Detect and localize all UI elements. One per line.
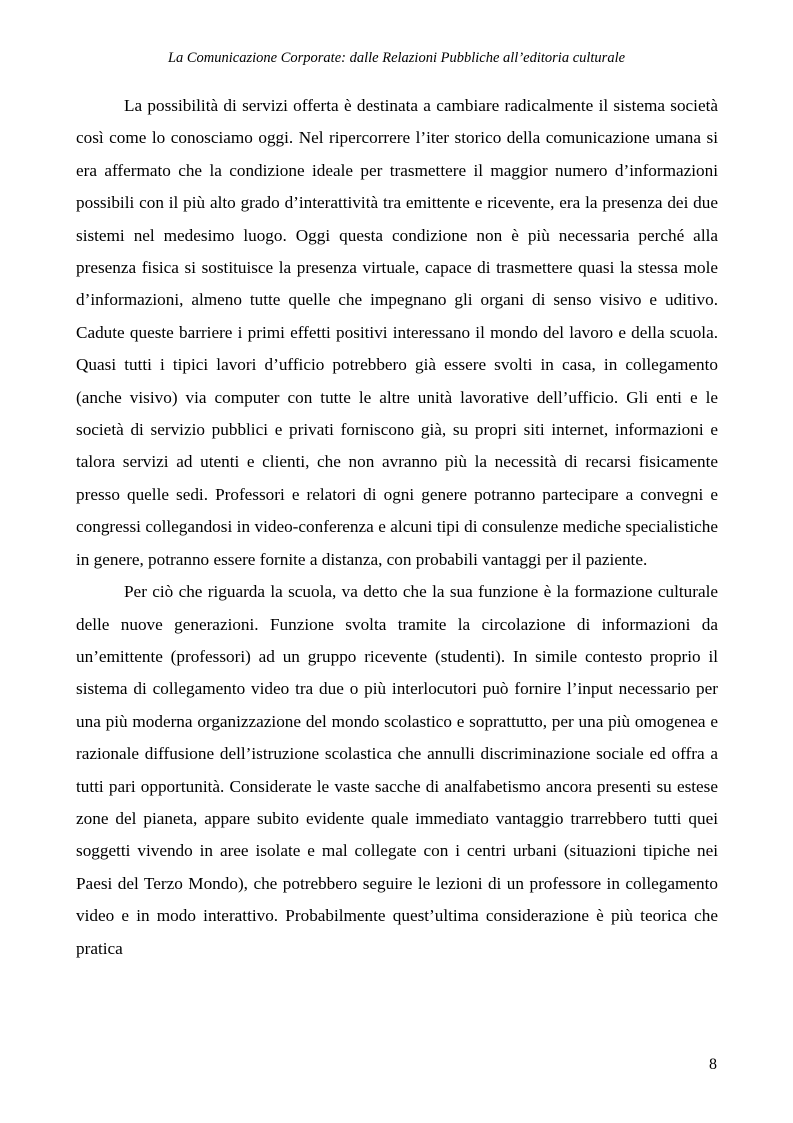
paragraph: La possibilità di servizi offerta è destinata a cambiare radicalmente il sistema società così come lo conosciamo oggi. Nel ripercorrere l’iter storico della comunicazione umana si era affermato che la condizione ideale per trasmettere il maggior numero d’informazioni possibili con il più alto grado d’interattività tra emittente e ricevente, era la presenza dei due sistemi nel medesimo luogo. Oggi questa condizione non è più necessaria perché alla presenza fisica si sostituisce la presenza virtuale, capace di trasmettere quasi la stessa mole d’informazioni, almeno tutte quelle che impegnano gli organi di senso visivo e uditivo. Cadute queste barriere i primi effetti positivi interessano il mondo del lavoro e della scuola. Quasi tutti i tipici lavori d’ufficio potrebbero già essere svolti in casa, in collegamento (anche visivo) via computer con tutte le altre unità lavorative dell’ufficio. Gli enti e le società di servizio pubblici e privati forniscono già, su propri siti internet, informazioni e talora servizi ad utenti e clienti, che non avranno più la necessità di recarsi fisicamente presso quelle sedi. Professori e relatori di ogni genere potranno partecipare a convegni e congressi collegandosi in video-conferenza e alcuni tipi di consulenze mediche specialistiche in genere, potranno essere fornite a distanza, con probabili vantaggi per il paziente. — [76, 96, 718, 569]
page-number: 8 — [709, 1056, 717, 1073]
body-text — [76, 90, 718, 965]
paragraph: Per ciò che riguarda la scuola, va detto che la sua funzione è la formazione culturale delle nuove generazioni. Funzione svolta tramite la circolazione di informazioni da un’emittente (professori) ad un gruppo ricevente (studenti). In simile contesto proprio il sistema di collegamento video tra due o più interlocutori può fornire l’input necessario per una più moderna organizzazione del mondo scolastico e soprattutto, per una più omogenea e razionale diffusione dell’istruzione scolastica che annulli discriminazione sociale ed offra a tutti pari opportunità. Considerate le vaste sacche di analfabetismo ancora presenti su estese zone del pianeta, appare subito evidente quale immediato vantaggio trarrebbero tutti quei soggetti vivendo in aree isolate e mal collegate con i centri urbani (situazioni tipiche nei Paesi del Terzo Mondo), che potrebbero seguire le lezioni di un professore in collegamento video e in modo interattivo. Probabilmente quest’ultima considerazione è più teorica che pratica — [76, 582, 718, 958]
running-header: La Comunicazione Corporate: dalle Relazioni Pubbliche all’editoria culturale — [167, 50, 626, 66]
